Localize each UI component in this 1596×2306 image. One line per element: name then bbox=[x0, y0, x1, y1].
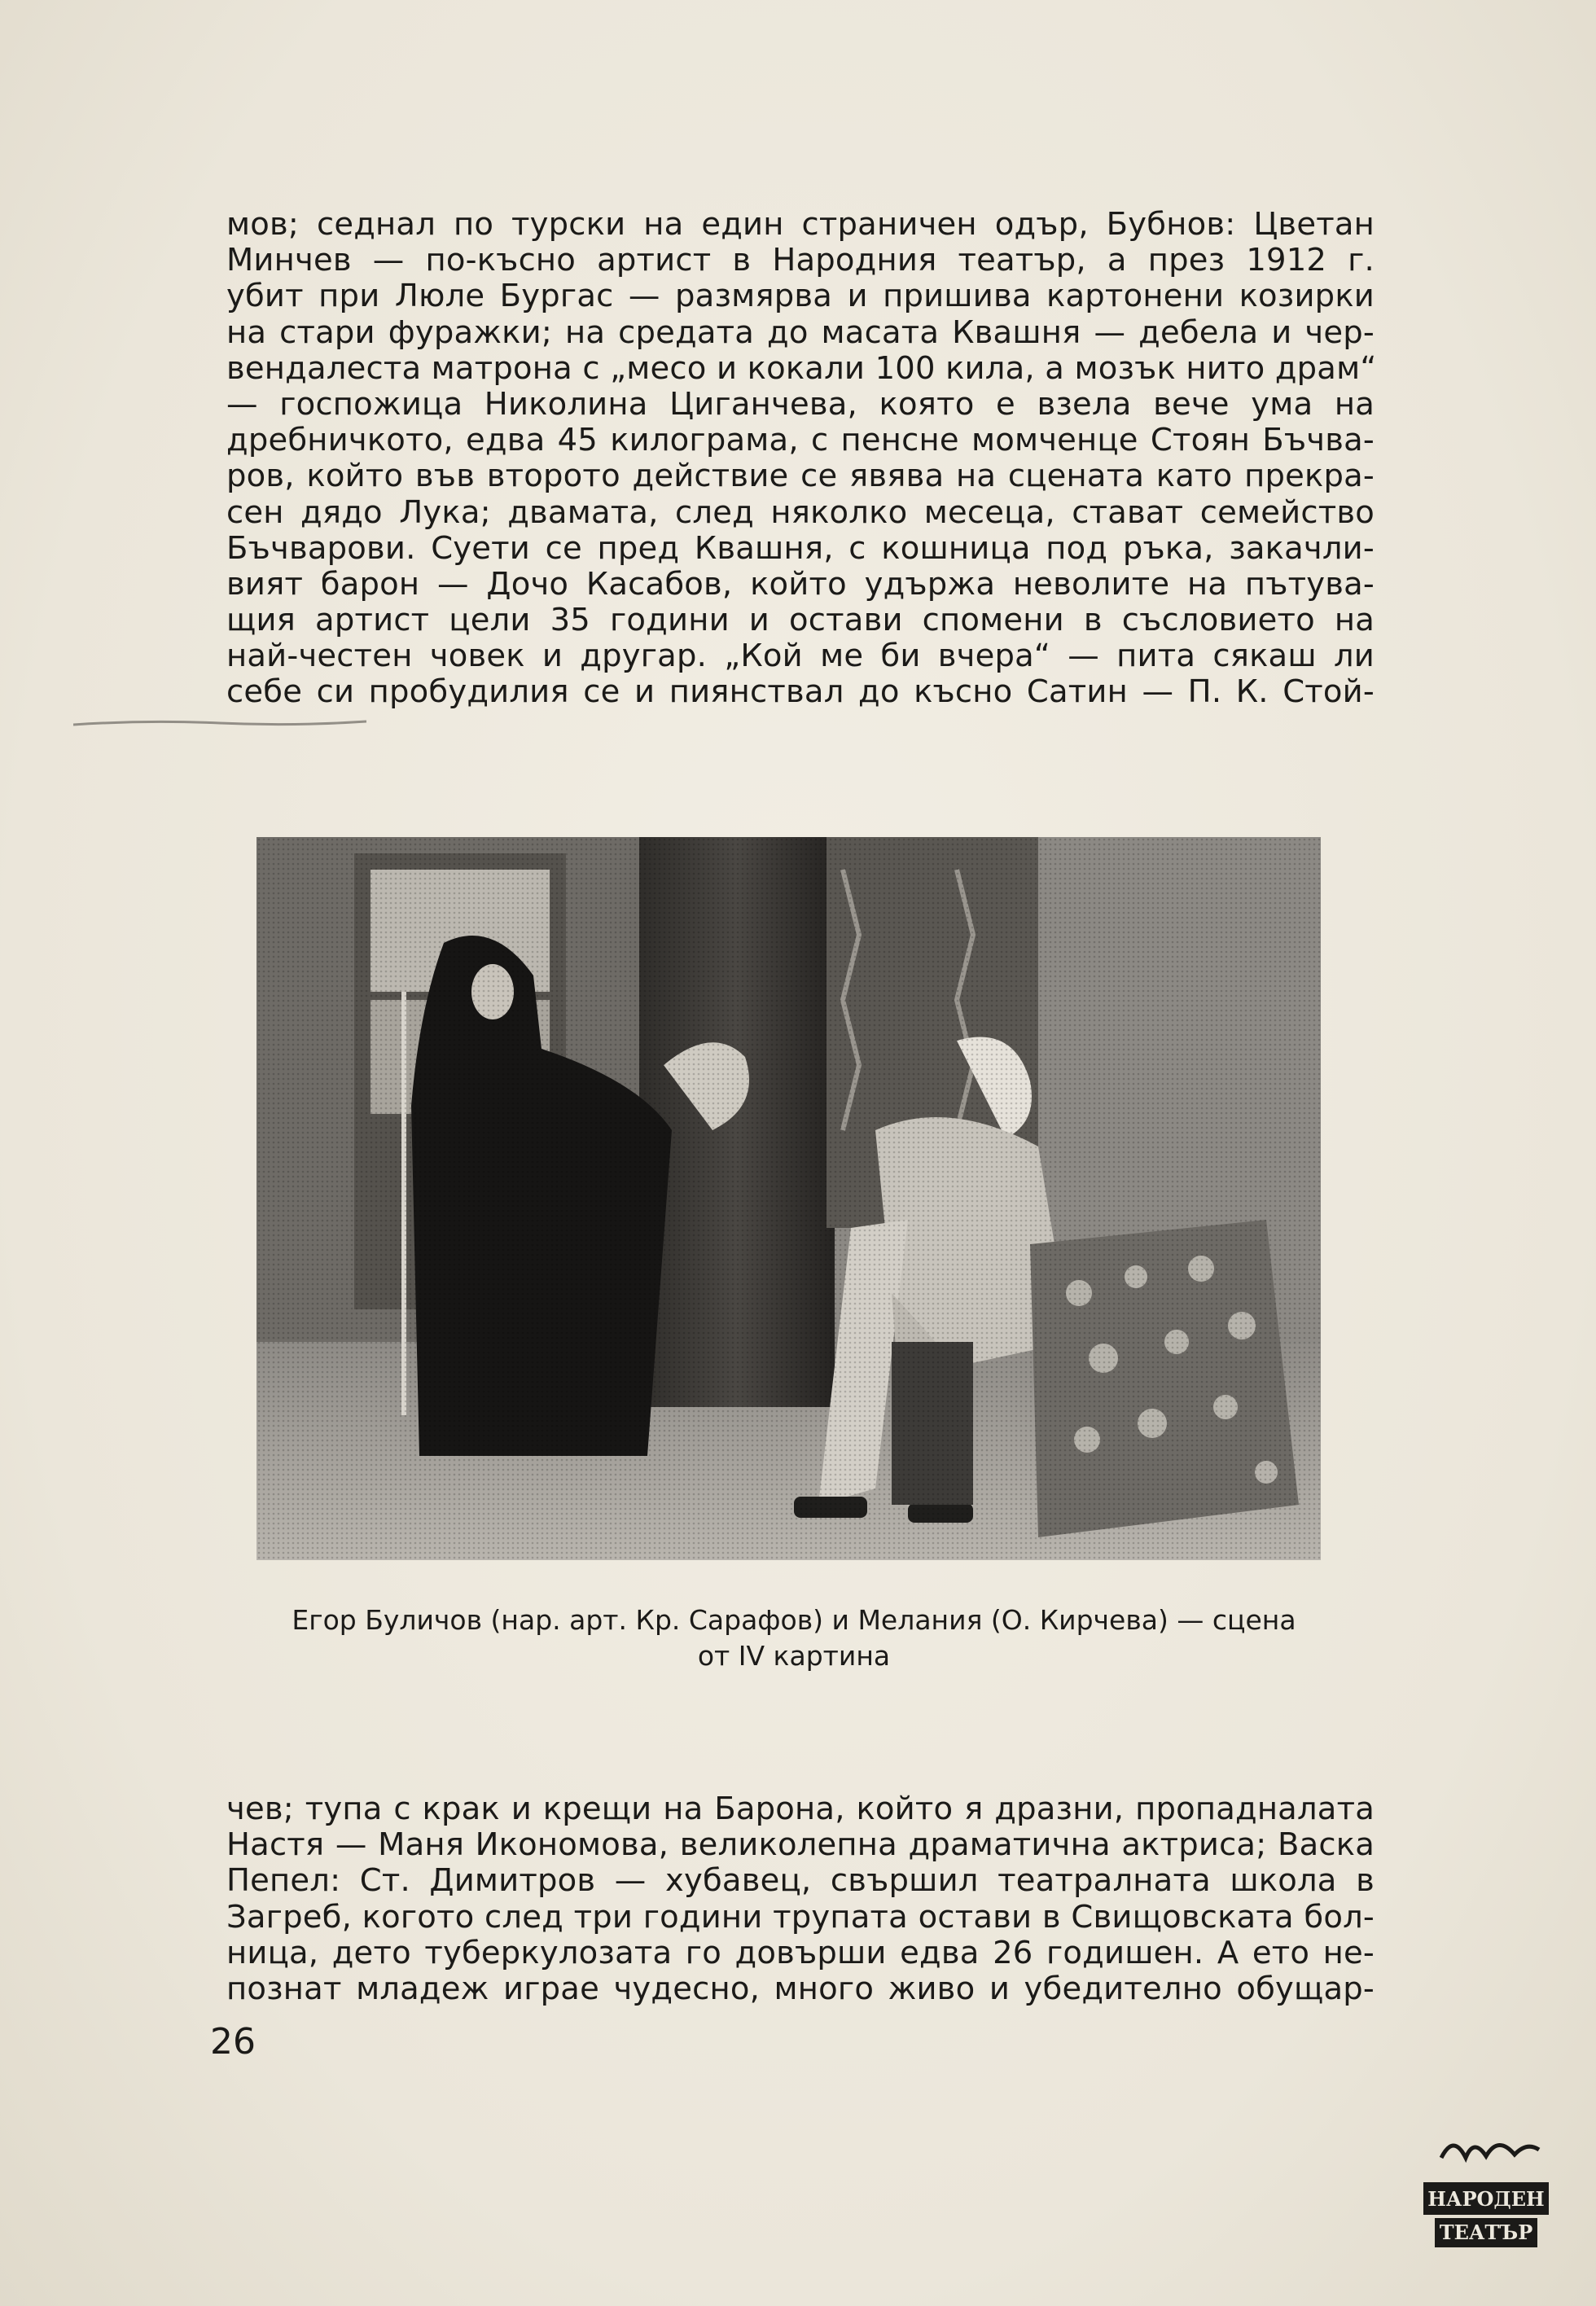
text-line: чев; тупа с крак и крещи на Барона, който я дразни, пропадналата bbox=[226, 1791, 1375, 1827]
top-paragraph bbox=[226, 207, 1375, 711]
text-line: вият барон — Дочо Касабов, който удържа неволите на пътува- bbox=[226, 565, 1375, 603]
scan-streak bbox=[73, 718, 366, 730]
text-line: най-честен човек и другар. „Кой ме би вчера“ — пита сякаш ли bbox=[226, 638, 1375, 675]
text-line: вендалеста матрона с „месо и кокали 100 кила, а мозък нито драм“ bbox=[226, 349, 1377, 387]
text-line: себе си пробудилия се и пиянствал до късно Сатин — П. К. Стой- bbox=[226, 673, 1375, 711]
text-line: дребничкото, едва 45 килограма, с пенсне момченце Стоян Бъчва- bbox=[226, 422, 1375, 459]
text-line: Бъчварови. Суети се пред Квашня, с кошница под ръка, закачли- bbox=[226, 529, 1375, 567]
photo-illustration bbox=[256, 837, 1321, 1560]
text-line: познат младеж играе чудесно, много живо и убедително обущар- bbox=[226, 1970, 1375, 2007]
text-line: убит при Люле Бургас — размярва и пришива картонени козирки bbox=[226, 278, 1375, 315]
text-line: щия артист цели 35 години и остави спомени в съсловието на bbox=[226, 602, 1375, 639]
logo-line1: НАРОДЕН bbox=[1427, 2187, 1545, 2211]
caption-line: от IV картина bbox=[697, 1640, 891, 1672]
text-line: сен дядо Лука; двамата, след няколко месеца, стават семейство bbox=[226, 493, 1375, 531]
bottom-paragraph bbox=[226, 1791, 1375, 2007]
photo-caption bbox=[244, 1602, 1344, 1674]
text-line: Пепел: Ст. Димитров — хубавец, свършил театралната школа в bbox=[226, 1862, 1375, 1900]
text-line: — госпожица Николина Циганчева, която е взела вече ума на bbox=[226, 385, 1375, 423]
text-line: Минчев — по-късно артист в Народния театър, а през 1912 г. bbox=[226, 242, 1375, 279]
page-number: 26 bbox=[210, 2021, 256, 2063]
text-line: ров, който във второто действие се явява на сцената като прекра- bbox=[226, 458, 1375, 495]
text-line: ница, дето туберкулозата го довърши едва 26 годишен. А ето не- bbox=[226, 1934, 1375, 1971]
theatre-logo bbox=[1417, 2125, 1555, 2256]
text-line: Загреб, когото след три години трупата остави в Свищовската бол- bbox=[226, 1898, 1375, 1936]
caption-line: Егор Буличов (нар. арт. Кр. Сарафов) и Мелания (О. Кирчева) — сцена bbox=[292, 1604, 1296, 1636]
text-line: на стари фуражки; на средата до масата Квашня — дебела и чер- bbox=[226, 313, 1375, 351]
text-line: мов; седнал по турски на един страничен одър, Бубнов: Цветан bbox=[226, 206, 1375, 243]
text-line: Настя — Маня Икономова, великолепна драматична актриса; Васка bbox=[226, 1826, 1375, 1864]
scene-photograph bbox=[256, 837, 1321, 1560]
logo-line2: ТЕАТЪР bbox=[1439, 2221, 1533, 2244]
